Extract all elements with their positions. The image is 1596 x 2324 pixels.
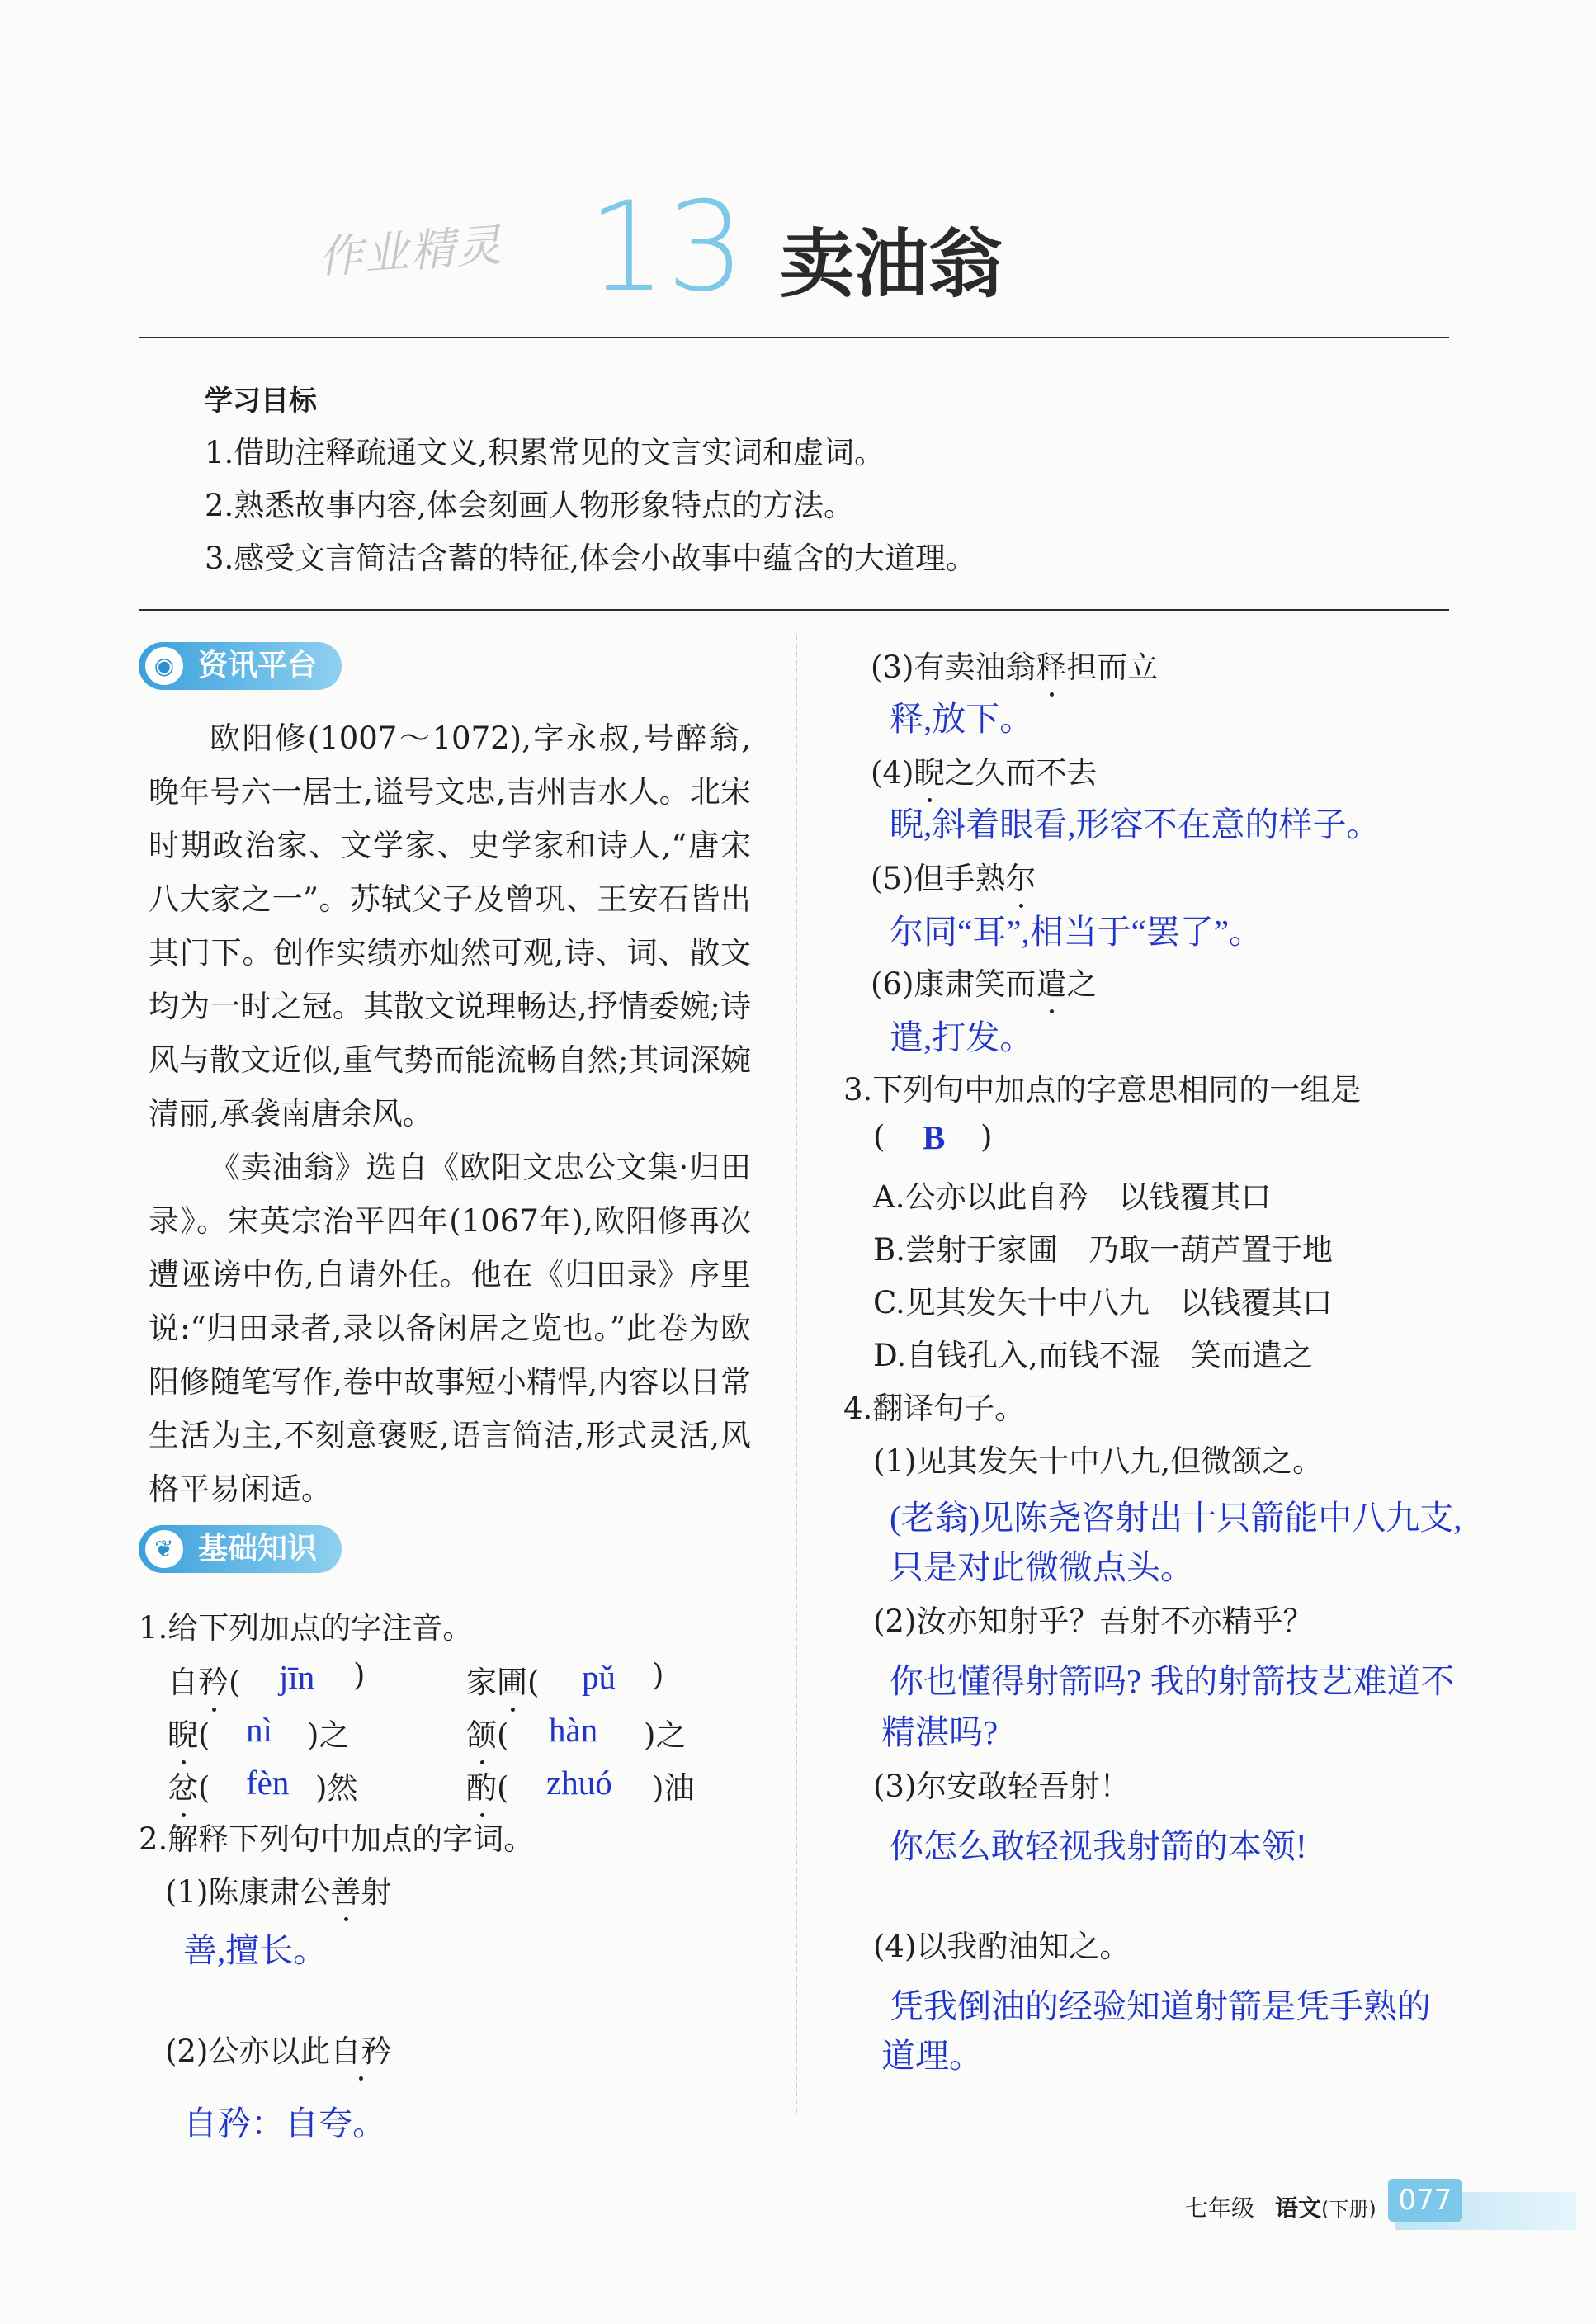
q1-item-5: 忿( (168, 1763, 210, 1807)
q1-item-1-char: 矜 (198, 1657, 229, 1702)
q1-item-1-close: ) (353, 1657, 366, 1693)
q1-item-3-post-char: 之 (319, 1717, 350, 1753)
q1-item-3: 睨( (168, 1710, 210, 1755)
q1-item-3-post: )之 (307, 1717, 350, 1753)
q3-answer: B (923, 1118, 946, 1156)
q2-answer-3: 释,放下。 (890, 700, 1034, 738)
footer-subject (1275, 2190, 1376, 2223)
q2-item-4-dot: 睨 (914, 748, 944, 792)
q4-answer-4-line-2: 道理。 (881, 2037, 983, 2075)
q1-item-5-post: )然 (315, 1770, 358, 1806)
q1-item-2: 家圃( (466, 1657, 539, 1702)
q2-item-4-pre: (4) (871, 755, 914, 791)
q1-item-4-post: )之 (644, 1717, 687, 1753)
q2-item-5-pre: (5)但手熟 (871, 861, 1006, 896)
q1-item-5-post-char: 然 (327, 1770, 358, 1806)
q2-item-3-dot: 释 (1036, 642, 1066, 687)
q1-item-6-post: )油 (652, 1770, 695, 1806)
goal-item-2: 2.熟悉故事内容,体会刻画人物形象特点的方法。 (205, 488, 855, 523)
basics-badge-label: 基础知识 (198, 1532, 318, 1566)
goal-item-1: 1.借助注释疏通文义,积累常见的文言实词和虚词。 (205, 435, 885, 470)
divider-top (139, 337, 1449, 338)
q2-item-4-post: 之久而不去 (944, 755, 1098, 791)
q1-item-3-char: 睨 (168, 1710, 198, 1755)
q4-answer-1-line-2: 只是对此微微点头。 (890, 1548, 1194, 1586)
lesson-number: 13 (588, 176, 745, 319)
q4-item-1: (1)见其发矢十中八九,但微颔之。 (873, 1443, 1324, 1479)
q2-item-6-pre: (6)康肃笑而 (871, 966, 1036, 1002)
watermark: 作业精灵 (316, 219, 505, 284)
q4-answer-2-line-2: 精湛吗? (881, 1713, 999, 1751)
q1-stem: 1.给下列加点的字注音。 (139, 1610, 474, 1646)
footer-grade: 七年级 (1185, 2194, 1255, 2222)
q2-answer-6: 遣,打发。 (890, 1018, 1034, 1056)
q1-item-2-close: ) (652, 1657, 664, 1693)
q2-item-5 (871, 853, 1036, 898)
q1-item-1-pre: 自 (168, 1665, 198, 1700)
q1-item-2-pre: 家 (466, 1665, 497, 1700)
footer-volume: (下册) (1321, 2198, 1376, 2221)
divider-goals (139, 609, 1449, 611)
q4-answer-3-line-1: 你怎么敢轻视我射箭的本领! (890, 1827, 1307, 1865)
q4-answer-4-line-1: 凭我倒油的经验知道射箭是凭手熟的 (890, 1987, 1431, 2025)
q3-paren-close: ) (980, 1119, 993, 1155)
q2-item-6 (871, 959, 1097, 1004)
leaf-icon: ❦ (145, 1530, 183, 1568)
q1-item-1: 自矜( (168, 1657, 240, 1702)
q1-item-4-char: 颔 (466, 1710, 497, 1755)
q2-item-2 (165, 2026, 391, 2071)
q1-answer-2: pǔ (582, 1658, 616, 1696)
q1-answer-1: jīn (279, 1658, 315, 1696)
q4-item-2: (2)汝亦知射乎？吾射不亦精乎？ (873, 1604, 1314, 1639)
q2-item-3-pre: (3)有卖油翁 (871, 649, 1036, 685)
lesson-title: 卖油翁 (780, 220, 1003, 308)
globe-icon: ◉ (145, 647, 183, 685)
q1-item-6: 酌( (466, 1763, 508, 1807)
q1-answer-4: hàn (549, 1711, 598, 1749)
q2-item-2-pre: (2)公亦以此 (165, 2034, 331, 2069)
q1-answer-5: fèn (246, 1764, 290, 1802)
info-badge-label: 资讯平台 (198, 649, 318, 683)
goals-heading: 学习目标 (205, 385, 317, 418)
q3-option-a: A.公亦以此自矜 以钱覆其口 (873, 1179, 1272, 1215)
q1-item-4: 颔( (466, 1710, 508, 1755)
q2-item-4 (871, 748, 1097, 792)
q2-item-2-dot: 自矜 (330, 2026, 391, 2071)
q4-item-4: (4)以我酌油知之。 (873, 1929, 1131, 1964)
q2-answer-2: 自矜：自夸。 (183, 2104, 386, 2142)
q3-option-c: C.见其发矢十中八九 以钱覆其口 (873, 1285, 1333, 1320)
info-paragraph-1: 欧阳修(1007～1072),字永叔,号醉翁,晚年号六一居士,谥号文忠,吉州吉水人。北宋时期政治家、文学家、史学家和诗人,“唐宋八大家之一”。苏轼父子及曾巩、王安石皆出其门下。创作实绩亦灿然可观,诗、词、散文均为一时之冠。其散文说理畅达,抒情委婉;诗风与散文近似,重气势而能流畅自然;其词深婉清丽,承袭南唐余风。 (149, 720, 751, 1131)
q2-item-3-post: 担而立 (1066, 649, 1159, 685)
q2-item-1 (165, 1867, 391, 1911)
q3-option-b: B.尝射于家圃 乃取一葫芦置于地 (873, 1232, 1333, 1268)
q1-answer-6: zhuó (546, 1764, 612, 1802)
q4-answer-1-line-1: (老翁)见陈尧咨射出十只箭能中八九支, (890, 1499, 1462, 1537)
q1-item-6-post-char: 油 (663, 1770, 695, 1806)
q2-item-6-post: 之 (1066, 966, 1098, 1002)
footer-subject-label: 语文 (1275, 2194, 1322, 2222)
q2-answer-5: 尔同“耳”,相当于“罢了”。 (890, 913, 1263, 951)
q2-stem: 2.解释下列句中加点的字词。 (139, 1821, 535, 1857)
q2-item-5-dot: 尔 (1005, 853, 1036, 898)
q1-answer-3: nì (246, 1711, 272, 1749)
page-number: 077 (1388, 2179, 1462, 2222)
q2-item-1-pre: (1)陈康肃公 (165, 1874, 331, 1910)
q2-answer-1: 善,擅长。 (183, 1931, 328, 1969)
q2-item-1-post: 射 (361, 1874, 392, 1910)
q3-paren-open: ( (873, 1119, 885, 1155)
q1-item-5-char: 忿 (168, 1763, 198, 1807)
q1-item-6-char: 酌 (466, 1763, 497, 1807)
info-badge (139, 642, 342, 690)
goal-item-3: 3.感受文言简洁含蓄的特征,体会小故事中蕴含的大道理。 (205, 541, 977, 576)
q1-item-2-char: 圃 (497, 1657, 527, 1702)
q4-stem: 4.翻译句子。 (843, 1391, 1026, 1426)
q2-item-1-dot: 善 (330, 1867, 361, 1911)
q2-item-3 (871, 642, 1158, 687)
basics-badge (139, 1525, 342, 1573)
q3-option-d: D.自钱孔入,而钱不湿 笑而遣之 (873, 1338, 1313, 1373)
q3-stem: 3.下列句中加点的字意思相同的一组是 (843, 1072, 1362, 1108)
column-divider (796, 635, 797, 2113)
q2-answer-4: 睨,斜着眼看,形容不在意的样子。 (890, 805, 1381, 843)
info-paragraph-2: 《卖油翁》选自《欧阳文忠公文集·归田录》。宋英宗治平四年(1067年),欧阳修再次遭诬谤中伤,自请外任。他在《归田录》序里说:“归田录者,录以备闲居之览也。”此卷为欧阳修随笔写作,卷中故事短小精悍,内容以日常生活为主,不刻意褒贬,语言简洁,形式灵活,风格平易闲适。 (149, 1150, 751, 1507)
q4-item-3: (3)尔安敢轻吾射！ (873, 1769, 1131, 1804)
q4-answer-2-line-1: 你也懂得射箭吗? 我的射箭技艺难道不 (890, 1662, 1455, 1700)
q1-item-4-post-char: 之 (655, 1717, 687, 1753)
q2-item-6-dot: 遣 (1036, 959, 1066, 1004)
